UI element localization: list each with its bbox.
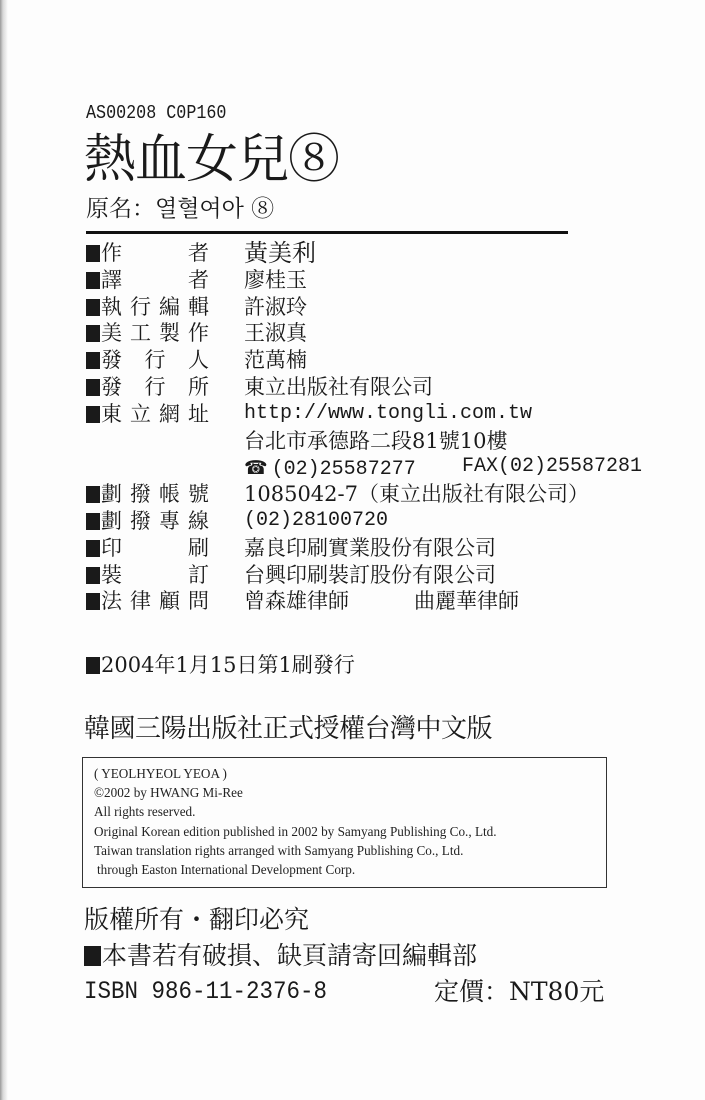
phone-number: (02)25587277 [271, 458, 416, 482]
square-bullet-icon [86, 513, 100, 530]
credit-row-publisher-person [86, 347, 666, 374]
page-spine-shadow [0, 0, 8, 1100]
credit-label: 作 者 [101, 241, 209, 265]
credit-value: 嘉良印刷實業股份有限公司 [244, 535, 496, 560]
credit-value: (02)28100720 [244, 508, 389, 532]
address: 台北市承德路二段81號10樓 [244, 428, 508, 453]
credit-row-printing [86, 535, 666, 562]
credits-list [86, 240, 666, 615]
original-title: 原名：열혈여아 ⑧ [86, 196, 275, 222]
square-bullet-icon [84, 946, 101, 966]
credit-row-giro-line [86, 508, 666, 535]
credit-row-website [86, 401, 666, 428]
credit-row-giro-account [86, 481, 666, 508]
credit-label: 發行所 [101, 374, 209, 399]
copyright-notice: 版權所有・翻印必究 [84, 905, 310, 934]
credit-value: 1085042-7（東立出版社有限公司） [244, 482, 589, 507]
website-url: http://www.tongli.com.tw [244, 401, 533, 425]
credit-value: 廖桂玉 [244, 267, 307, 292]
credit-label: 發行人 [101, 348, 209, 373]
credit-label: 法律顧問 [101, 589, 209, 614]
rights-line: All rights reserved. [94, 804, 196, 820]
credit-label: 譯 者 [101, 267, 209, 292]
publication-date-row [86, 652, 355, 678]
credit-value-second: 曲麗華律師 [414, 589, 519, 614]
telephone-icon: ☎ [244, 457, 268, 480]
square-bullet-icon [86, 352, 100, 369]
credit-row-legal [86, 588, 666, 615]
price: 定價：NT80元 [434, 977, 605, 1006]
isbn: ISBN 986-11-2376-8 [84, 977, 328, 1006]
square-bullet-icon [86, 567, 100, 584]
phone-group [244, 454, 416, 483]
square-bullet-icon [86, 272, 100, 289]
credit-row-binding [86, 562, 666, 589]
credit-label: 劃撥專線 [101, 508, 209, 533]
credit-value: 許淑玲 [244, 294, 307, 319]
rights-line: Taiwan translation rights arranged with Samyang Publishing Co., Ltd. [94, 842, 464, 858]
catalog-code: AS00208 C0P160 [86, 102, 227, 124]
damage-notice: 本書若有破損、缺頁請寄回編輯部 [102, 941, 478, 970]
rights-line: ©2002 by HWANG Mi-Ree [94, 785, 243, 801]
credit-label: 東立網址 [101, 401, 209, 426]
rights-line: Original Korean edition published in 2002 by Samyang Publishing Co., Ltd. [94, 823, 497, 839]
credit-row-editor [86, 294, 666, 321]
license-statement: 韓國三陽出版社正式授權台灣中文版 [84, 714, 493, 744]
rights-line: through Easton International Development Corp. [97, 862, 356, 878]
credit-label: 劃撥帳號 [101, 482, 209, 507]
credit-row-art [86, 320, 666, 347]
damage-notice-row [84, 940, 477, 972]
credit-row-author [86, 240, 666, 267]
square-bullet-icon [86, 486, 100, 503]
rights-box [82, 757, 607, 888]
square-bullet-icon [86, 245, 100, 262]
credit-label: 美工製作 [101, 321, 209, 346]
credit-value: 曾森雄律師 [244, 589, 349, 614]
square-bullet-icon [86, 657, 100, 674]
square-bullet-icon [86, 325, 100, 342]
address-row [86, 428, 666, 455]
rights-line: ( YEOLHYEOL YEOA ) [94, 766, 227, 781]
credit-value: 王淑真 [244, 321, 307, 346]
fax-number: FAX(02)25587281 [462, 455, 643, 479]
credit-label: 印 刷 [101, 535, 209, 560]
square-bullet-icon [86, 593, 100, 610]
title-divider [86, 231, 568, 234]
square-bullet-icon [86, 540, 100, 557]
credit-row-publisher [86, 374, 666, 401]
square-bullet-icon [86, 406, 100, 423]
credit-label: 裝 訂 [101, 562, 209, 587]
credit-value: 范萬楠 [244, 348, 307, 373]
phone-row [86, 454, 666, 481]
credit-label: 執行編輯 [101, 294, 209, 319]
publication-date: 2004年1月15日第1刷發行 [101, 653, 355, 677]
credit-row-translator [86, 267, 666, 294]
square-bullet-icon [86, 299, 100, 316]
credit-value: 黃美利 [244, 239, 316, 267]
book-title: 熱血女兒⑧ [84, 130, 340, 190]
square-bullet-icon [86, 379, 100, 396]
credit-value: 台興印刷裝訂股份有限公司 [244, 562, 496, 587]
credit-value: 東立出版社有限公司 [244, 374, 433, 399]
